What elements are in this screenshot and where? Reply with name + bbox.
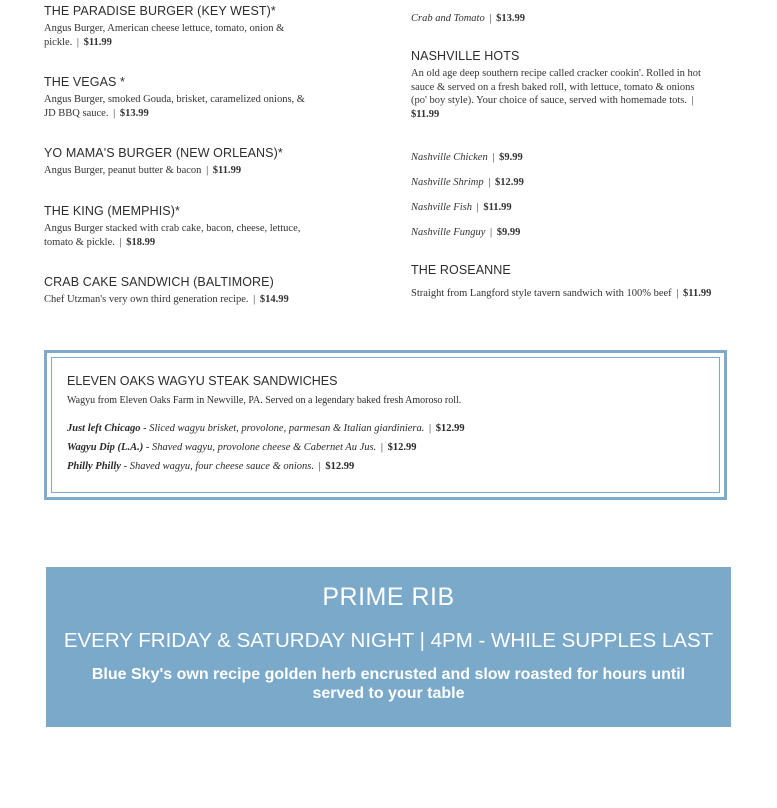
item-price: $14.99 [259, 294, 289, 305]
wagyu-item: Wagyu Dip (L.A.) - Shaved wagyu, provolone cheese & Cabernet Au Jus. | $12.99 [67, 442, 417, 453]
option-name: Nashville Funguy [411, 227, 486, 238]
wagyu-item-price: $12.99 [325, 461, 355, 472]
wagyu-item: Just left Chicago - Sliced wagyu brisket, provolone, parmesan & Italian giardiniera. | $12.99 [67, 423, 465, 434]
item-desc-text: Angus Burger, smoked Gouda, brisket, caramelized onions, & JD BBQ sauce. [44, 94, 305, 119]
item-description: Angus Burger, American cheese lettuce, tomato, onion & pickle. | $11.99 [44, 23, 285, 48]
item-price: $13.99 [496, 13, 525, 24]
wagyu-item: Philly Philly - Shaved wagyu, four cheese sauce & onions. | $12.99 [67, 461, 355, 472]
item-description: Angus Burger, smoked Gouda, brisket, caramelized onions, & JD BBQ sauce. | $13.99 [44, 94, 305, 119]
nashville-option: Nashville Fish | $11.99 [411, 202, 512, 213]
wagyu-item-name: Just left Chicago [67, 423, 141, 434]
wagyu-section-title: ELEVEN OAKS WAGYU STEAK SANDWICHES [67, 374, 338, 388]
item-desc-text: Angus Burger, peanut butter & bacon [44, 165, 202, 176]
option-price: $12.99 [494, 177, 524, 188]
menu-item-vegas [44, 75, 319, 120]
item-price: $11.99 [83, 36, 112, 48]
item-description: Crab and Tomato | $13.99 [411, 13, 525, 24]
prime-rib-banner [46, 567, 731, 727]
option-price: $9.99 [496, 227, 521, 238]
item-description: Chef Utzman's very own third generation recipe. | $14.99 [44, 294, 289, 305]
item-price: $11.99 [212, 165, 242, 176]
menu-item-the-king [44, 204, 324, 249]
item-title: CRAB CAKE SANDWICH (BALTIMORE) [44, 275, 274, 289]
wagyu-item-name: Wagyu Dip (L.A.) [67, 442, 144, 453]
wagyu-item-detail: - Shaved wagyu, provolone cheese & Cabernet Au Jus. [143, 442, 377, 453]
wagyu-item-detail: - Shaved wagyu, four cheese sauce & onions. [120, 461, 315, 472]
wagyu-item-price: $12.99 [387, 442, 417, 453]
item-description: Angus Burger, peanut butter & bacon | $11.99 [44, 165, 242, 176]
item-description: Angus Burger stacked with crab cake, bacon, cheese, lettuce, tomato & pickle. | $18.99 [44, 223, 301, 248]
item-price: $18.99 [126, 236, 156, 248]
wagyu-item-price: $12.99 [435, 423, 465, 434]
section-description: An old age deep southern recipe called cracker cookin'. Rolled in hot sauce & served on a fresh baked roll, with lettuce, tomato & onions (po' boy style). Your choice of sauce, served with homemade tots. | $11.99 [411, 68, 701, 120]
menu-item-the-roseanne [411, 263, 711, 301]
section-price: $11.99 [411, 108, 440, 120]
menu-item-yo-mamas-burger [44, 146, 334, 178]
menu-section-nashville-hots [411, 49, 711, 121]
menu-item-crab-and-tomato [411, 12, 525, 26]
wagyu-item-detail: - Sliced wagyu brisket, provolone, parmesan & Italian giardiniera. [140, 423, 425, 434]
option-name: Nashville Shrimp [411, 177, 484, 188]
option-name: Nashville Chicken [411, 152, 488, 163]
item-price: $11.99 [683, 288, 712, 299]
item-description: Straight from Langford style tavern sandwich with 100% beef | $11.99 [411, 288, 712, 299]
option-price: $9.99 [499, 152, 523, 163]
item-name: Crab and Tomato [411, 13, 485, 24]
wagyu-section-frame [44, 350, 727, 500]
wagyu-section-inner-frame [51, 357, 720, 493]
prime-rib-description: Blue Sky's own recipe golden herb encrusted and slow roasted for hours until served to your table [91, 666, 686, 702]
nashville-option: Nashville Chicken | $9.99 [411, 152, 523, 163]
menu-item-crab-cake-sandwich [44, 275, 344, 307]
item-title: THE ROSEANNE [411, 263, 511, 277]
prime-rib-schedule: EVERY FRIDAY & SATURDAY NIGHT | 4PM - WHILE SUPPLES LAST [63, 629, 714, 652]
item-desc-text: Straight from Langford style tavern sandwich with 100% beef [411, 288, 672, 299]
item-title: THE KING (MEMPHIS)* [44, 204, 180, 218]
wagyu-section-description: Wagyu from Eleven Oaks Farm in Newville, PA. Served on a legendary baked fresh Amoroso roll. [67, 395, 462, 406]
section-desc-text: An old age deep southern recipe called cracker cookin'. Rolled in hot sauce & served on a fresh baked roll, with lettuce, tomato & onions (po' boy style). Your choice of sauce, served with homemade tots. [411, 68, 701, 106]
option-name: Nashville Fish [411, 202, 472, 213]
item-title: THE VEGAS * [44, 75, 125, 89]
item-title: YO MAMA'S BURGER (NEW ORLEANS)* [44, 146, 283, 160]
section-title: NASHVILLE HOTS [411, 49, 520, 63]
menu-item-paradise-burger [44, 4, 294, 49]
item-desc-text: Chef Utzman's very own third generation recipe. [44, 294, 249, 305]
nashville-option: Nashville Funguy | $9.99 [411, 227, 521, 238]
item-desc-text: Angus Burger stacked with crab cake, bacon, cheese, lettuce, tomato & pickle. [44, 223, 301, 248]
item-title: THE PARADISE BURGER (KEY WEST)* [44, 4, 276, 18]
option-price: $11.99 [483, 202, 512, 213]
prime-rib-title: PRIME RIB [322, 583, 455, 611]
nashville-option: Nashville Shrimp | $12.99 [411, 177, 524, 188]
item-desc-text: Angus Burger, American cheese lettuce, tomato, onion & pickle. [44, 23, 285, 48]
wagyu-item-name: Philly Philly [67, 461, 121, 472]
item-price: $13.99 [119, 107, 149, 119]
